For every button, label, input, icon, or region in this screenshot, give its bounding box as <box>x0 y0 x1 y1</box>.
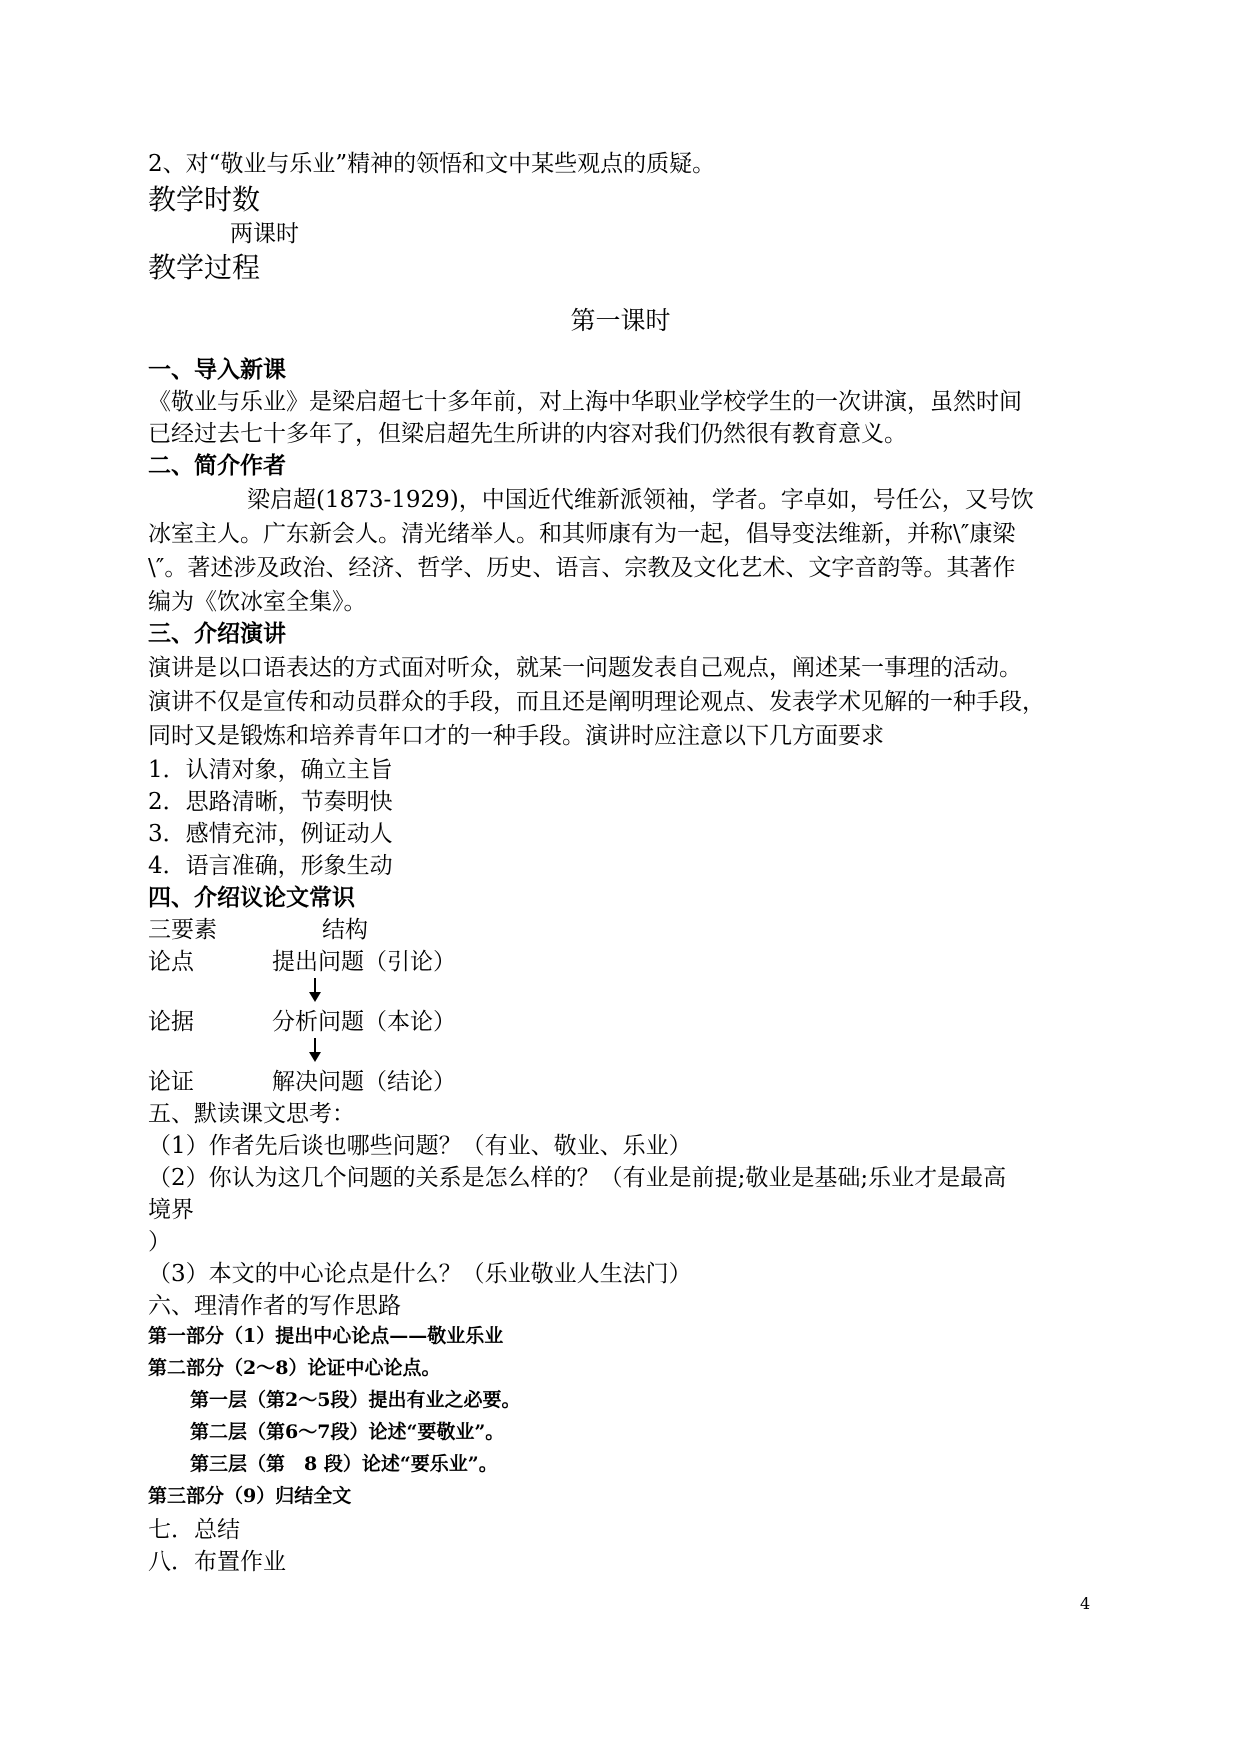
teaching-process-heading: 教学过程 <box>148 251 261 284</box>
section5-line: ） <box>148 1229 171 1255</box>
outline-layer: 第三层（第 8 段）论述“要乐业”。 <box>190 1453 498 1475</box>
teaching-hours-value: 两课时 <box>230 221 299 247</box>
argument-element: 论据 <box>148 1009 194 1035</box>
section7-heading: 七．总结 <box>148 1517 240 1543</box>
outline-part: 第三部分（9）归结全文 <box>148 1485 352 1507</box>
section5-line: 境界 <box>148 1197 194 1223</box>
section4-heading: 四、介绍议论文常识 <box>148 884 355 911</box>
section3-item: 2．思路清晰，节奏明快 <box>148 789 393 815</box>
section5-question: （1）作者先后谈也哪些问题？（有业、敬业、乐业） <box>148 1133 692 1159</box>
section1-line: 已经过去七十多年了，但梁启超先生所讲的内容对我们仍然很有教育意义。 <box>148 421 907 447</box>
section3-line: 演讲是以口语表达的方式面对听众，就某一问题发表自己观点，阐述某一事理的活动。 <box>148 655 1022 681</box>
down-arrow-icon <box>314 1038 316 1054</box>
section2-line: \″。著述涉及政治、经济、哲学、历史、语言、宗教及文化艺术、文字音韵等。其著作 <box>148 555 1016 581</box>
outline-layer: 第一层（第2～5段）提出有业之必要。 <box>190 1389 521 1411</box>
col-header-elements: 三要素 <box>148 917 217 943</box>
section3-item: 3．感情充沛，例证动人 <box>148 821 393 847</box>
section6-heading: 六、理清作者的写作思路 <box>148 1293 401 1319</box>
objective-line: 2、对“敬业与乐业”精神的领悟和文中某些观点的质疑。 <box>148 151 716 177</box>
section2-line: 梁启超(1873-1929)，中国近代维新派领袖，学者。字卓如，号任公，又号饮 <box>247 487 1034 513</box>
page-number: 4 <box>1080 1594 1091 1613</box>
argument-element: 论点 <box>148 949 194 975</box>
outline-part: 第一部分（1）提出中心论点——敬业乐业 <box>148 1325 504 1347</box>
lesson-title: 第一课时 <box>570 306 671 335</box>
section1-line: 《敬业与乐业》是梁启超七十多年前，对上海中华职业学校学生的一次讲演，虽然时间 <box>148 389 1022 415</box>
section3-heading: 三、介绍演讲 <box>148 620 286 647</box>
section5-question: （3）本文的中心论点是什么？（乐业敬业人生法门） <box>148 1261 692 1287</box>
outline-layer: 第二层（第6～7段）论述“要敬业”。 <box>190 1421 505 1443</box>
section3-item: 4．语言准确，形象生动 <box>148 853 393 879</box>
argument-structure: 解决问题（结论） <box>272 1069 456 1095</box>
section2-line: 编为《饮冰室全集》。 <box>148 589 367 615</box>
section5-heading: 五、默读课文思考： <box>148 1101 355 1127</box>
outline-part: 第二部分（2～8）论证中心论点。 <box>148 1357 441 1379</box>
argument-element: 论证 <box>148 1069 194 1095</box>
section3-line: 演讲不仅是宣传和动员群众的手段，而且还是阐明理论观点、发表学术见解的一种手段， <box>148 689 1045 715</box>
section2-heading: 二、简介作者 <box>148 452 286 479</box>
section3-line: 同时又是锻炼和培养青年口才的一种手段。演讲时应注意以下几方面要求 <box>148 723 884 749</box>
teaching-hours-heading: 教学时数 <box>148 183 261 216</box>
section8-heading: 八．布置作业 <box>148 1549 286 1575</box>
argument-structure: 提出问题（引论） <box>272 949 456 975</box>
section3-item: 1．认清对象，确立主旨 <box>148 757 393 783</box>
argument-structure: 分析问题（本论） <box>272 1009 456 1035</box>
section1-heading: 一、导入新课 <box>148 356 286 383</box>
col-header-structure: 结构 <box>322 917 368 943</box>
section2-line: 冰室主人。广东新会人。清光绪举人。和其师康有为一起，倡导变法维新，并称\″康梁 <box>148 521 1016 547</box>
section5-question: （2）你认为这几个问题的关系是怎么样的？（有业是前提;敬业是基础;乐业才是最高 <box>148 1165 1007 1191</box>
down-arrow-icon <box>314 978 316 994</box>
